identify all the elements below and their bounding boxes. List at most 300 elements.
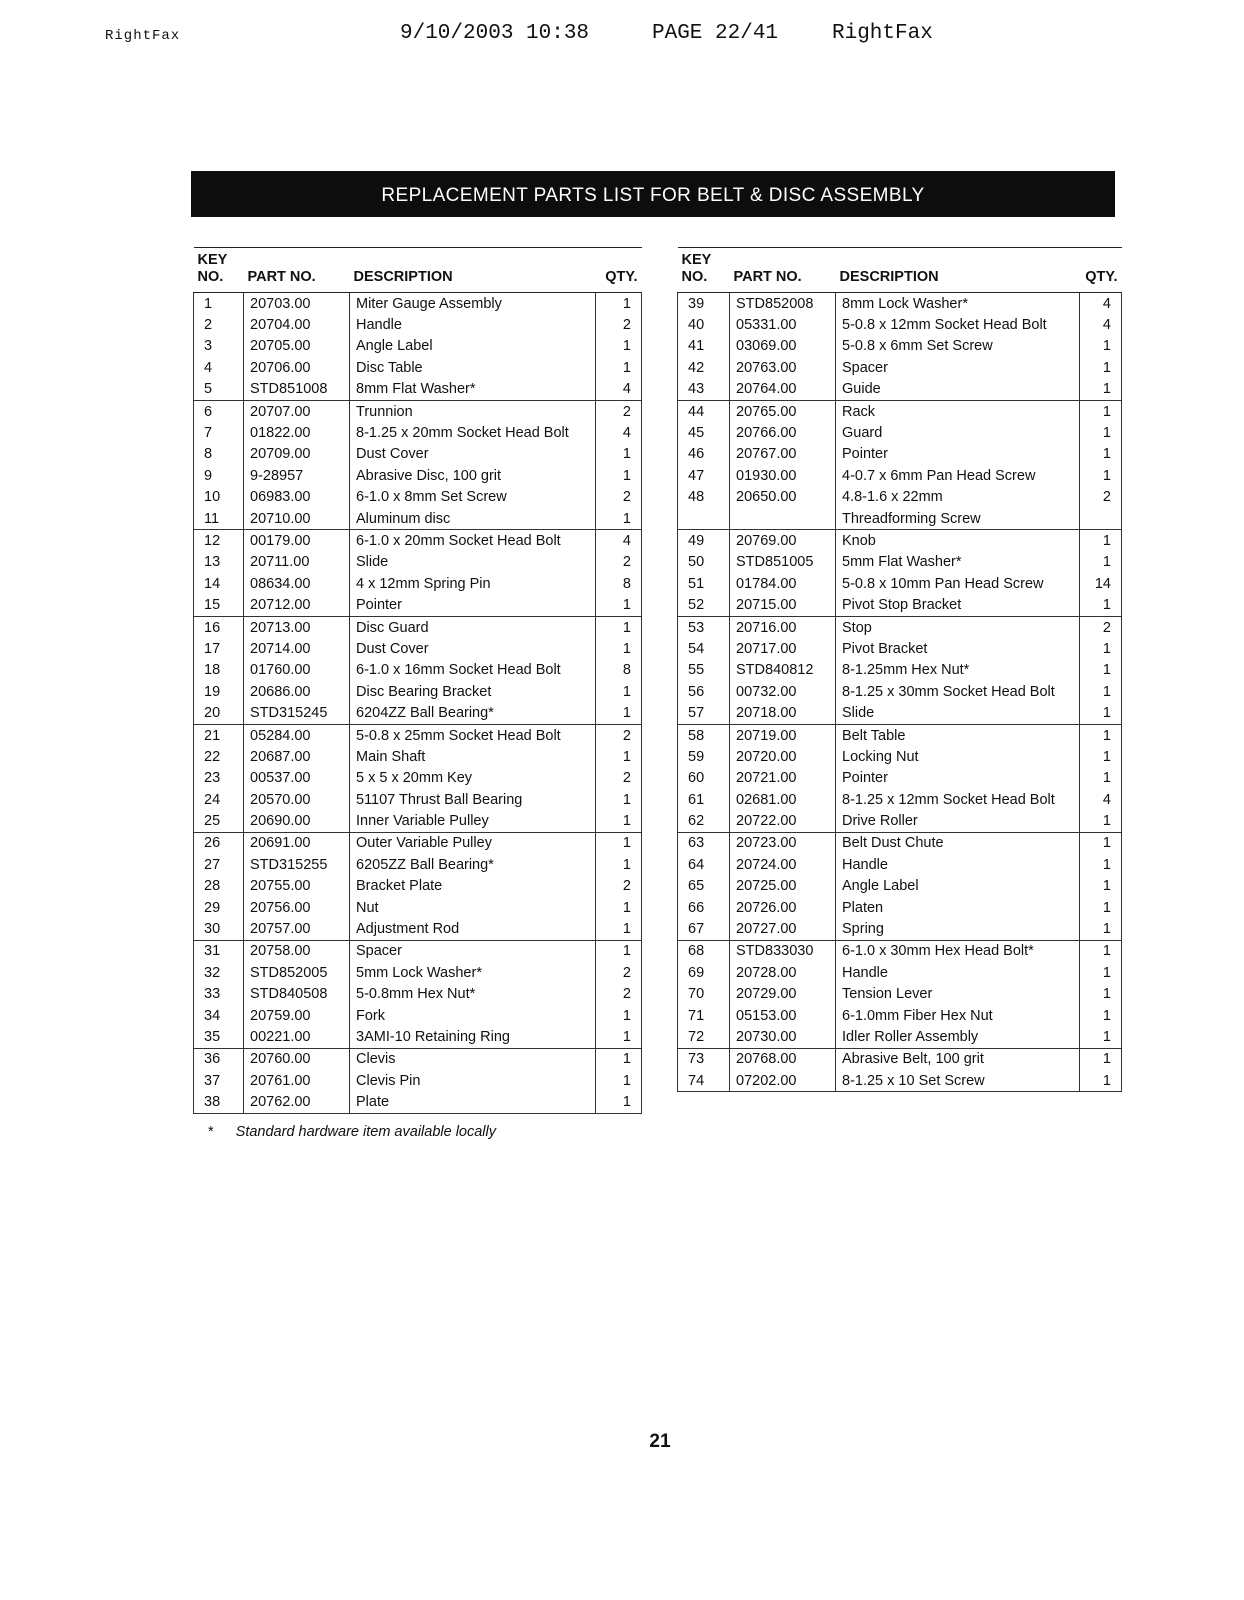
qty-cell: 1 (1080, 940, 1122, 962)
table-row (678, 1048, 1122, 1070)
part-no-cell: 20713.00 (244, 616, 350, 638)
part-no-cell: 20760.00 (244, 1048, 350, 1070)
key-no-cell: 64 (678, 854, 730, 875)
qty-cell: 1 (1080, 918, 1122, 940)
description-cell: 5-0.8 x 6mm Set Screw (836, 336, 1080, 357)
qty-cell: 1 (1080, 530, 1122, 552)
table-row (678, 746, 1122, 767)
part-no-cell: 20703.00 (244, 293, 350, 315)
key-no-cell: 5 (194, 379, 244, 401)
part-no-cell: 20716.00 (730, 616, 836, 638)
key-no-cell: 24 (194, 789, 244, 810)
part-no-cell: 20705.00 (244, 336, 350, 357)
key-no-cell: 29 (194, 897, 244, 918)
description-cell: 3AMI-10 Retaining Ring (350, 1026, 596, 1048)
qty-cell: 1 (1080, 854, 1122, 875)
description-cell: 6205ZZ Ball Bearing* (350, 854, 596, 875)
description-cell: Inner Variable Pulley (350, 810, 596, 832)
key-no-cell: 67 (678, 918, 730, 940)
qty-cell: 8 (596, 660, 642, 681)
description-cell: 8-1.25 x 20mm Socket Head Bolt (350, 422, 596, 443)
part-no-cell: 03069.00 (730, 336, 836, 357)
part-no-cell: 20766.00 (730, 422, 836, 443)
qty-cell: 1 (596, 832, 642, 854)
part-no-cell: 20764.00 (730, 379, 836, 401)
description-cell: Tension Lever (836, 984, 1080, 1005)
table-row (194, 962, 642, 983)
qty-cell: 1 (1080, 746, 1122, 767)
table-row (194, 616, 642, 638)
table-row (194, 810, 642, 832)
key-no-cell: 13 (194, 552, 244, 573)
description-cell: Abrasive Disc, 100 grit (350, 465, 596, 486)
table-row (678, 724, 1122, 746)
description-cell: 6204ZZ Ball Bearing* (350, 702, 596, 724)
table-row (678, 530, 1122, 552)
qty-cell: 1 (1080, 379, 1122, 401)
table-row (678, 1070, 1122, 1092)
description-cell: Handle (350, 314, 596, 335)
table-row (678, 962, 1122, 983)
table-row (194, 638, 642, 659)
key-no-cell: 69 (678, 962, 730, 983)
part-no-cell: 20711.00 (244, 552, 350, 573)
table-row (194, 832, 642, 854)
qty-cell: 1 (596, 638, 642, 659)
table-row (194, 314, 642, 335)
part-no-cell: 20706.00 (244, 357, 350, 378)
qty-cell: 1 (1080, 422, 1122, 443)
key-no-cell: 52 (678, 594, 730, 616)
fax-page-indicator: PAGE 22/41 (652, 22, 779, 45)
table-row (194, 897, 642, 918)
key-no-cell: 19 (194, 681, 244, 702)
table-row (678, 573, 1122, 594)
key-no-cell: 15 (194, 594, 244, 616)
table-row (194, 530, 642, 552)
description-cell: 6-1.0 x 8mm Set Screw (350, 487, 596, 508)
description-cell: Stop (836, 616, 1080, 638)
part-no-cell: STD851008 (244, 379, 350, 401)
description-cell: Belt Dust Chute (836, 832, 1080, 854)
description-cell: 8-1.25 x 30mm Socket Head Bolt (836, 681, 1080, 702)
key-no-cell: 68 (678, 940, 730, 962)
part-no-cell: 20721.00 (730, 768, 836, 789)
part-no-cell: 20650.00 (730, 487, 836, 508)
table-row (678, 702, 1122, 724)
description-cell: Pointer (836, 768, 1080, 789)
footnote-marker: * (208, 1124, 214, 1140)
key-no-cell: 48 (678, 487, 730, 508)
key-no-cell: 38 (194, 1091, 244, 1113)
description-header: DESCRIPTION (836, 248, 1080, 293)
part-no-cell: STD852005 (244, 962, 350, 983)
part-no-cell: 20715.00 (730, 594, 836, 616)
description-cell: Dust Cover (350, 444, 596, 465)
qty-cell: 4 (596, 530, 642, 552)
part-no-cell: 20712.00 (244, 594, 350, 616)
qty-cell: 2 (596, 984, 642, 1005)
key-no-cell: 57 (678, 702, 730, 724)
description-cell: Angle Label (836, 876, 1080, 897)
qty-cell: 1 (1080, 984, 1122, 1005)
key-no-cell: 41 (678, 336, 730, 357)
key-no-cell: 51 (678, 573, 730, 594)
description-cell: 8-1.25 x 12mm Socket Head Bolt (836, 789, 1080, 810)
key-no-cell: 43 (678, 379, 730, 401)
qty-cell: 1 (1080, 400, 1122, 422)
parts-table-right (677, 247, 1122, 1092)
description-cell: 6-1.0 x 16mm Socket Head Bolt (350, 660, 596, 681)
description-cell: Miter Gauge Assembly (350, 293, 596, 315)
qty-cell: 1 (1080, 810, 1122, 832)
table-row (678, 465, 1122, 486)
key-no-cell: 36 (194, 1048, 244, 1070)
description-cell: Bracket Plate (350, 876, 596, 897)
description-cell: Guard (836, 422, 1080, 443)
part-no-cell: 05153.00 (730, 1005, 836, 1026)
part-no-cell: STD840508 (244, 984, 350, 1005)
table-row (678, 1005, 1122, 1026)
part-no-cell: 20758.00 (244, 940, 350, 962)
table-row (678, 1026, 1122, 1048)
part-no-cell: 20691.00 (244, 832, 350, 854)
qty-cell: 1 (1080, 1005, 1122, 1026)
key-no-cell: 3 (194, 336, 244, 357)
part-no-cell: 20710.00 (244, 508, 350, 530)
key-no-cell: 27 (194, 854, 244, 875)
part-no-cell: 20724.00 (730, 854, 836, 875)
qty-cell: 2 (596, 962, 642, 983)
key-no-cell: 14 (194, 573, 244, 594)
qty-cell: 2 (1080, 487, 1122, 508)
key-no-cell: 8 (194, 444, 244, 465)
part-no-cell: 9-28957 (244, 465, 350, 486)
table-row (678, 444, 1122, 465)
description-cell: Idler Roller Assembly (836, 1026, 1080, 1048)
key-no-cell: 54 (678, 638, 730, 659)
part-no-cell: 20730.00 (730, 1026, 836, 1048)
key-no-cell: 1 (194, 293, 244, 315)
table-row (678, 487, 1122, 508)
key-no-cell: 37 (194, 1070, 244, 1091)
part-no-cell: 20762.00 (244, 1091, 350, 1113)
description-cell: Abrasive Belt, 100 grit (836, 1048, 1080, 1070)
part-no-cell: 20763.00 (730, 357, 836, 378)
key-no-cell: 63 (678, 832, 730, 854)
table-row (194, 1048, 642, 1070)
qty-cell: 1 (596, 293, 642, 315)
qty-cell: 1 (1080, 962, 1122, 983)
table-row (678, 854, 1122, 875)
part-no-cell: 20570.00 (244, 789, 350, 810)
key-no-cell: 39 (678, 293, 730, 315)
description-cell: 5mm Flat Washer* (836, 552, 1080, 573)
table-row (194, 552, 642, 573)
description-cell: Outer Variable Pulley (350, 832, 596, 854)
description-cell: Handle (836, 854, 1080, 875)
table-header (194, 248, 642, 293)
part-no-cell: 20767.00 (730, 444, 836, 465)
qty-cell: 1 (596, 918, 642, 940)
table-row (194, 1091, 642, 1113)
description-cell: Knob (836, 530, 1080, 552)
key-no-cell: 32 (194, 962, 244, 983)
description-cell: Dust Cover (350, 638, 596, 659)
qty-cell: 4 (1080, 314, 1122, 335)
part-no-cell: 01822.00 (244, 422, 350, 443)
part-no-cell: 20718.00 (730, 702, 836, 724)
description-cell: 6-1.0 x 20mm Socket Head Bolt (350, 530, 596, 552)
fax-app-name: RightFax (832, 22, 933, 45)
key-no-cell: 49 (678, 530, 730, 552)
table-row (194, 1026, 642, 1048)
qty-cell: 1 (1080, 638, 1122, 659)
part-no-cell: STD840812 (730, 660, 836, 681)
table-row (194, 508, 642, 530)
description-cell: Rack (836, 400, 1080, 422)
description-cell: Pivot Stop Bracket (836, 594, 1080, 616)
description-cell: 4-0.7 x 6mm Pan Head Screw (836, 465, 1080, 486)
qty-cell (1080, 508, 1122, 530)
part-no-cell: 07202.00 (730, 1070, 836, 1092)
table-row (678, 357, 1122, 378)
key-no-cell: 55 (678, 660, 730, 681)
qty-cell: 1 (596, 616, 642, 638)
part-no-cell: 20759.00 (244, 1005, 350, 1026)
table-row (678, 681, 1122, 702)
part-no-header: PART NO. (730, 248, 836, 293)
description-cell: Disc Bearing Bracket (350, 681, 596, 702)
parts-list-title: REPLACEMENT PARTS LIST FOR BELT & DISC ASSEMBLY (191, 171, 1115, 217)
part-no-cell: 00179.00 (244, 530, 350, 552)
qty-cell: 1 (596, 746, 642, 767)
description-cell: 6-1.0 x 30mm Hex Head Bolt* (836, 940, 1080, 962)
table-row (678, 594, 1122, 616)
part-no-cell: 20720.00 (730, 746, 836, 767)
key-no-cell: 73 (678, 1048, 730, 1070)
key-no-cell: 17 (194, 638, 244, 659)
table-row (194, 854, 642, 875)
qty-cell: 2 (596, 487, 642, 508)
description-cell: Aluminum disc (350, 508, 596, 530)
table-row (194, 746, 642, 767)
table-row (194, 1070, 642, 1091)
part-no-cell: 05284.00 (244, 724, 350, 746)
part-no-cell: 20755.00 (244, 876, 350, 897)
part-no-cell: 00732.00 (730, 681, 836, 702)
description-cell: Angle Label (350, 336, 596, 357)
description-cell: Belt Table (836, 724, 1080, 746)
description-cell: Drive Roller (836, 810, 1080, 832)
key-no-cell: 53 (678, 616, 730, 638)
description-cell: Clevis Pin (350, 1070, 596, 1091)
key-no-cell: 65 (678, 876, 730, 897)
table-row (194, 336, 642, 357)
part-no-cell: 20709.00 (244, 444, 350, 465)
qty-cell: 1 (596, 810, 642, 832)
description-cell: Spacer (836, 357, 1080, 378)
key-no-cell: 11 (194, 508, 244, 530)
description-cell: Clevis (350, 1048, 596, 1070)
part-no-cell: 20725.00 (730, 876, 836, 897)
key-no-cell: 46 (678, 444, 730, 465)
part-no-cell: 05331.00 (730, 314, 836, 335)
key-no-cell: 50 (678, 552, 730, 573)
qty-cell: 1 (596, 1048, 642, 1070)
table-row (678, 810, 1122, 832)
table-row (194, 768, 642, 789)
parts-table-left (193, 247, 642, 1114)
description-cell: Pivot Bracket (836, 638, 1080, 659)
table-row (194, 918, 642, 940)
part-no-cell: 02681.00 (730, 789, 836, 810)
description-cell: 4 x 12mm Spring Pin (350, 573, 596, 594)
key-no-cell: 74 (678, 1070, 730, 1092)
table-row (678, 422, 1122, 443)
table-row (678, 918, 1122, 940)
key-no-cell: 16 (194, 616, 244, 638)
fax-sender: RightFax (105, 28, 181, 44)
key-no-cell: 33 (194, 984, 244, 1005)
description-cell: Handle (836, 962, 1080, 983)
qty-cell: 1 (596, 1005, 642, 1026)
part-no-cell: 20723.00 (730, 832, 836, 854)
key-no-cell: 6 (194, 400, 244, 422)
part-no-cell: 01760.00 (244, 660, 350, 681)
key-no-cell: 10 (194, 487, 244, 508)
qty-cell: 1 (596, 681, 642, 702)
part-no-cell: 20728.00 (730, 962, 836, 983)
key-no-cell: 70 (678, 984, 730, 1005)
qty-cell: 2 (596, 314, 642, 335)
description-cell: Spring (836, 918, 1080, 940)
part-no-cell: 20719.00 (730, 724, 836, 746)
key-no-cell: 9 (194, 465, 244, 486)
table-row (678, 616, 1122, 638)
table-row (194, 422, 642, 443)
key-no-cell: 28 (194, 876, 244, 897)
key-no-cell: 59 (678, 746, 730, 767)
key-no-cell: 30 (194, 918, 244, 940)
table-row (678, 897, 1122, 918)
description-cell: Plate (350, 1091, 596, 1113)
description-cell: Locking Nut (836, 746, 1080, 767)
key-no-cell: 21 (194, 724, 244, 746)
table-row (194, 357, 642, 378)
key-no-cell: 2 (194, 314, 244, 335)
part-no-cell: 20707.00 (244, 400, 350, 422)
description-cell: Disc Guard (350, 616, 596, 638)
qty-cell: 1 (596, 1070, 642, 1091)
qty-cell: 1 (1080, 552, 1122, 573)
description-cell: 5-0.8 x 25mm Socket Head Bolt (350, 724, 596, 746)
part-no-cell: 20722.00 (730, 810, 836, 832)
table-row (194, 984, 642, 1005)
description-cell: 8mm Lock Washer* (836, 293, 1080, 315)
table-row (678, 660, 1122, 681)
qty-cell: 1 (596, 854, 642, 875)
key-no-cell: 34 (194, 1005, 244, 1026)
description-cell: Spacer (350, 940, 596, 962)
table-row (678, 789, 1122, 810)
part-no-cell: STD315245 (244, 702, 350, 724)
part-no-cell: 00221.00 (244, 1026, 350, 1048)
table-row (678, 940, 1122, 962)
table-row (194, 702, 642, 724)
qty-cell: 2 (1080, 616, 1122, 638)
qty-cell: 1 (1080, 724, 1122, 746)
table-row (194, 681, 642, 702)
qty-cell: 14 (1080, 573, 1122, 594)
key-no-cell: 25 (194, 810, 244, 832)
key-no-cell: 4 (194, 357, 244, 378)
part-no-cell: 20726.00 (730, 897, 836, 918)
key-no-cell: 23 (194, 768, 244, 789)
description-cell: Trunnion (350, 400, 596, 422)
description-cell: Slide (836, 702, 1080, 724)
qty-cell: 1 (1080, 660, 1122, 681)
part-no-cell (730, 508, 836, 530)
qty-cell: 2 (596, 724, 642, 746)
qty-cell: 2 (596, 552, 642, 573)
qty-cell: 4 (1080, 293, 1122, 315)
key-no-cell: 22 (194, 746, 244, 767)
qty-cell: 1 (1080, 876, 1122, 897)
key-no-cell: 42 (678, 357, 730, 378)
part-no-cell: 01930.00 (730, 465, 836, 486)
qty-cell: 1 (596, 940, 642, 962)
part-no-cell: 20729.00 (730, 984, 836, 1005)
qty-cell: 2 (596, 876, 642, 897)
part-no-cell: 01784.00 (730, 573, 836, 594)
key-no-cell: 26 (194, 832, 244, 854)
qty-cell: 2 (596, 400, 642, 422)
qty-cell: 8 (596, 573, 642, 594)
table-row (678, 876, 1122, 897)
qty-cell: 1 (1080, 702, 1122, 724)
qty-cell: 1 (1080, 1026, 1122, 1048)
qty-cell: 1 (1080, 465, 1122, 486)
footnote-text: Standard hardware item available locally (235, 1124, 496, 1140)
description-cell: Adjustment Rod (350, 918, 596, 940)
table-row (678, 508, 1122, 530)
qty-header: QTY. (1080, 248, 1122, 293)
key-no-cell: 61 (678, 789, 730, 810)
qty-cell: 1 (1080, 336, 1122, 357)
part-no-cell: STD851005 (730, 552, 836, 573)
key-no-cell: 47 (678, 465, 730, 486)
part-no-cell: 08634.00 (244, 573, 350, 594)
part-no-cell: 06983.00 (244, 487, 350, 508)
qty-cell: 1 (1080, 897, 1122, 918)
key-no-cell: 58 (678, 724, 730, 746)
qty-cell: 4 (596, 379, 642, 401)
key-no-header: KEY NO. (678, 248, 730, 293)
qty-cell: 1 (1080, 832, 1122, 854)
part-no-header: PART NO. (244, 248, 350, 293)
part-no-cell: 00537.00 (244, 768, 350, 789)
table-row (194, 293, 642, 315)
description-cell: Threadforming Screw (836, 508, 1080, 530)
qty-cell: 1 (596, 1026, 642, 1048)
part-no-cell: 20690.00 (244, 810, 350, 832)
description-cell: Pointer (350, 594, 596, 616)
part-no-cell: STD833030 (730, 940, 836, 962)
key-no-cell: 18 (194, 660, 244, 681)
description-cell: Pointer (836, 444, 1080, 465)
part-no-cell: 20757.00 (244, 918, 350, 940)
